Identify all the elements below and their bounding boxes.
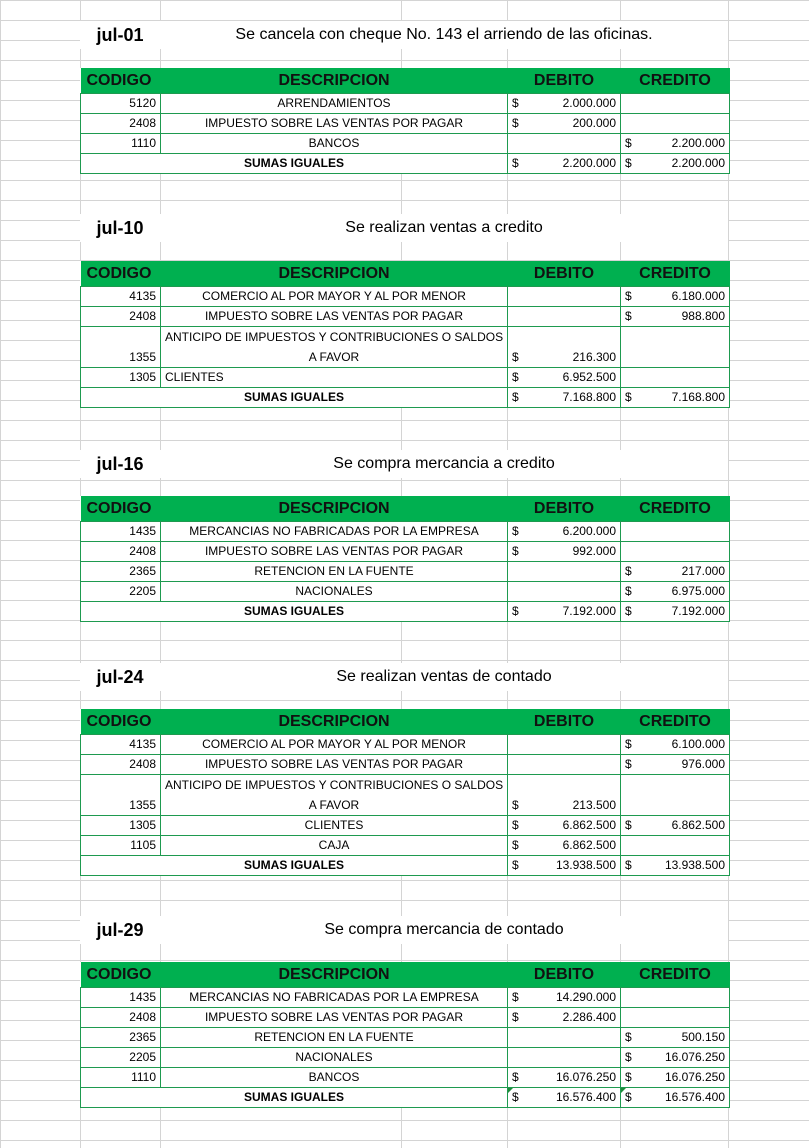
header-descripcion: DESCRIPCION [161,496,508,522]
table-row [81,307,730,327]
credit-cell[interactable] [621,735,730,755]
currency-symbol: $ [625,1090,632,1104]
header-row [81,496,730,522]
account-code[interactable]: 1355 [81,327,161,368]
credit-cell[interactable] [621,1048,730,1068]
header-descripcion: DESCRIPCION [161,962,508,988]
amount-value: 6.862.500 [562,838,616,852]
currency-symbol: $ [512,370,519,384]
amount [625,154,725,173]
account-name[interactable]: IMPUESTO SOBRE LAS VENTAS POR PAGAR [161,1008,508,1028]
currency-symbol: $ [512,350,519,364]
entry-description: Se compra mercancia a credito [160,450,728,478]
header-debito: DEBITO [508,68,621,94]
currency-symbol: $ [512,818,519,832]
entry-date: jul-29 [80,916,160,944]
table-row [81,1048,730,1068]
currency-symbol: $ [625,818,632,832]
debit-cell[interactable] [508,755,621,775]
table-row [81,1028,730,1048]
currency-symbol: $ [512,156,519,170]
account-code[interactable]: 2365 [81,1028,161,1048]
amount-value: 217.000 [681,564,725,578]
header-descripcion: DESCRIPCION [161,261,508,287]
amount [512,1088,616,1107]
account-code[interactable]: 1305 [81,368,161,388]
entry-date: jul-16 [80,450,160,478]
currency-symbol: $ [512,990,519,1004]
header-codigo: CODIGO [81,496,161,522]
account-code[interactable]: 5120 [81,94,161,114]
currency-symbol: $ [625,584,632,598]
currency-symbol: $ [512,838,519,852]
account-code[interactable]: 2365 [81,562,161,582]
account-name[interactable]: MERCANCIAS NO FABRICADAS POR LA EMPRESA [161,988,508,1008]
header-row [81,261,730,287]
amount [625,1068,725,1087]
account-name[interactable]: CAJA [161,836,508,856]
account-name[interactable]: COMERCIO AL POR MAYOR Y AL POR MENOR [161,287,508,307]
amount-value: 6.975.000 [671,584,725,598]
header-credito: CREDITO [621,68,730,94]
table-row [81,836,730,856]
entry-description: Se compra mercancia de contado [160,916,728,944]
total-debit[interactable] [508,856,621,876]
entry-date: jul-01 [80,21,160,49]
table-row [81,327,730,368]
amount [512,988,616,1007]
totals-row [81,602,730,622]
entry-description: Se realizan ventas de contado [160,663,728,691]
amount [625,1028,725,1047]
debit-cell[interactable] [508,582,621,602]
amount [512,368,616,387]
debit-cell[interactable] [508,1008,621,1028]
amount [512,1008,616,1027]
header-credito: CREDITO [621,962,730,988]
account-name[interactable]: BANCOS [161,134,508,154]
amount-value: 14.290.000 [555,990,616,1004]
total-debit[interactable] [508,388,621,408]
amount-value: 6.862.500 [562,818,616,832]
debit-cell[interactable] [508,562,621,582]
account-name[interactable]: RETENCION EN LA FUENTE [161,1028,508,1048]
credit-cell[interactable] [621,775,730,816]
account-code[interactable]: 1355 [81,775,161,816]
amount [625,755,725,774]
debit-cell[interactable] [508,1068,621,1088]
amount-value: 988.800 [681,309,725,323]
account-name[interactable]: NACIONALES [161,582,508,602]
table-row [81,114,730,134]
journal-entry-table [80,709,730,876]
credit-cell[interactable] [621,307,730,327]
entry-date: jul-24 [80,663,160,691]
currency-symbol: $ [625,1030,632,1044]
sumas-iguales-label[interactable]: SUMAS IGUALES [81,1088,508,1108]
header-debito: DEBITO [508,261,621,287]
amount [625,582,725,601]
amount-value: 2.200.000 [562,156,616,170]
header-codigo: CODIGO [81,962,161,988]
amount-value: 16.076.250 [664,1050,725,1064]
header-debito: DEBITO [508,709,621,735]
currency-symbol: $ [625,1050,632,1064]
sumas-iguales-label[interactable]: SUMAS IGUALES [81,856,508,876]
amount-value: 976.000 [681,757,725,771]
account-code[interactable]: 1305 [81,816,161,836]
account-name-line2: A FAVOR [308,798,360,812]
credit-cell[interactable] [621,755,730,775]
total-debit[interactable] [508,1088,621,1108]
totals-row [81,1088,730,1108]
amount [625,287,725,306]
account-name-line1: ANTICIPO DE IMPUESTOS Y CONTRIBUCIONES O SALDOS [165,330,504,344]
debit-cell[interactable] [508,522,621,542]
entry-description: Se cancela con cheque No. 143 el arriendo de las oficinas. [160,21,728,49]
account-code[interactable]: 2408 [81,1008,161,1028]
currency-symbol: $ [625,604,632,618]
header-codigo: CODIGO [81,68,161,94]
entry-description: Se realizan ventas a credito [160,214,728,242]
account-code[interactable]: 4135 [81,735,161,755]
currency-symbol: $ [625,289,632,303]
total-debit[interactable] [508,602,621,622]
debit-cell[interactable] [508,836,621,856]
amount-value: 2.286.400 [562,1010,616,1024]
header-descripcion: DESCRIPCION [161,68,508,94]
account-code[interactable]: 4135 [81,287,161,307]
currency-symbol: $ [512,798,519,812]
currency-symbol: $ [625,390,632,404]
account-name[interactable]: IMPUESTO SOBRE LAS VENTAS POR PAGAR [161,542,508,562]
header-credito: CREDITO [621,496,730,522]
debit-cell[interactable] [508,775,621,816]
amount-value: 13.938.500 [555,858,616,872]
currency-symbol: $ [625,156,632,170]
account-name[interactable]: IMPUESTO SOBRE LAS VENTAS POR PAGAR [161,114,508,134]
credit-cell[interactable] [621,522,730,542]
amount-value: 16.076.250 [664,1070,725,1084]
debit-cell[interactable] [508,1048,621,1068]
account-code[interactable]: 2205 [81,582,161,602]
debit-cell[interactable] [508,1028,621,1048]
account-code[interactable]: 2205 [81,1048,161,1068]
sumas-iguales-label[interactable]: SUMAS IGUALES [81,602,508,622]
account-name[interactable] [161,327,508,368]
amount-value: 7.168.800 [562,390,616,404]
currency-symbol: $ [512,1070,519,1084]
amount [625,816,725,835]
amount [512,836,616,855]
currency-symbol: $ [625,136,632,150]
table-row [81,1008,730,1028]
amount [512,856,616,875]
sumas-iguales-label[interactable]: SUMAS IGUALES [81,388,508,408]
journal-entry-table [80,496,730,622]
amount-value: 16.576.400 [555,1090,616,1104]
amount [512,1068,616,1087]
journal-entry-table [80,261,730,408]
currency-symbol: $ [625,564,632,578]
account-name-line2: A FAVOR [308,350,360,364]
currency-symbol: $ [512,116,519,130]
amount-value: 13.938.500 [664,858,725,872]
currency-symbol: $ [512,390,519,404]
amount-value: 2.000.000 [562,96,616,110]
table-row [81,735,730,755]
amount-value: 7.168.800 [671,390,725,404]
account-code[interactable]: 2408 [81,114,161,134]
amount [512,796,616,815]
error-indicator-icon[interactable] [508,1088,513,1093]
amount [512,114,616,133]
account-code[interactable]: 1105 [81,836,161,856]
currency-symbol: $ [512,858,519,872]
amount [625,856,725,875]
amount-value: 216.300 [572,350,616,364]
debit-cell[interactable] [508,816,621,836]
table-row [81,562,730,582]
header-codigo: CODIGO [81,261,161,287]
amount-value: 213.500 [572,798,616,812]
debit-cell[interactable] [508,327,621,368]
table-row [81,522,730,542]
currency-symbol: $ [512,524,519,538]
journal-entry-table [80,68,730,174]
header-credito: CREDITO [621,709,730,735]
credit-cell[interactable] [621,287,730,307]
total-debit[interactable] [508,154,621,174]
totals-row [81,388,730,408]
header-row [81,962,730,988]
debit-cell[interactable] [508,287,621,307]
account-code[interactable]: 1110 [81,1068,161,1088]
currency-symbol: $ [625,1070,632,1084]
amount-value: 2.200.000 [671,136,725,150]
account-name[interactable]: RETENCION EN LA FUENTE [161,562,508,582]
amount-value: 6.862.500 [671,818,725,832]
amount [625,562,725,581]
amount-value: 6.100.000 [671,737,725,751]
account-name[interactable]: IMPUESTO SOBRE LAS VENTAS POR PAGAR [161,755,508,775]
amount [625,735,725,754]
amount-value: 2.200.000 [671,156,725,170]
account-name[interactable]: IMPUESTO SOBRE LAS VENTAS POR PAGAR [161,307,508,327]
amount-value: 7.192.000 [671,604,725,618]
currency-symbol: $ [512,1090,519,1104]
amount [512,542,616,561]
credit-cell[interactable] [621,94,730,114]
credit-cell[interactable] [621,114,730,134]
credit-cell[interactable] [621,1028,730,1048]
amount-value: 500.150 [681,1030,725,1044]
amount-value: 992.000 [572,544,616,558]
amount-value: 16.076.250 [555,1070,616,1084]
debit-cell[interactable] [508,134,621,154]
credit-cell[interactable] [621,327,730,368]
debit-cell[interactable] [508,114,621,134]
header-codigo: CODIGO [81,709,161,735]
sumas-iguales-label[interactable]: SUMAS IGUALES [81,154,508,174]
amount-value: 7.192.000 [562,604,616,618]
total-credit[interactable] [621,388,730,408]
account-name[interactable]: NACIONALES [161,1048,508,1068]
currency-symbol: $ [512,1010,519,1024]
amount [625,1088,725,1107]
account-name[interactable]: BANCOS [161,1068,508,1088]
currency-symbol: $ [512,544,519,558]
account-name[interactable]: COMERCIO AL POR MAYOR Y AL POR MENOR [161,735,508,755]
account-name[interactable]: MERCANCIAS NO FABRICADAS POR LA EMPRESA [161,522,508,542]
account-name[interactable]: ARRENDAMIENTOS [161,94,508,114]
credit-cell[interactable] [621,542,730,562]
table-row [81,94,730,114]
account-code[interactable]: 2408 [81,307,161,327]
debit-cell[interactable] [508,307,621,327]
table-row [81,287,730,307]
account-name[interactable]: CLIENTES [161,816,508,836]
entry-date: jul-10 [80,214,160,242]
amount-value: 6.180.000 [671,289,725,303]
amount [625,134,725,153]
account-code[interactable]: 1435 [81,522,161,542]
totals-row [81,154,730,174]
table-row [81,1068,730,1088]
amount [512,388,616,407]
amount-value: 6.200.000 [562,524,616,538]
account-name[interactable] [161,775,508,816]
debit-cell[interactable] [508,988,621,1008]
debit-cell[interactable] [508,735,621,755]
credit-cell[interactable] [621,988,730,1008]
currency-symbol: $ [512,604,519,618]
header-descripcion: DESCRIPCION [161,709,508,735]
amount [512,522,616,541]
amount [512,154,616,173]
total-credit[interactable] [621,1088,730,1108]
credit-cell[interactable] [621,1068,730,1088]
total-credit[interactable] [621,602,730,622]
account-code[interactable]: 2408 [81,755,161,775]
table-row [81,368,730,388]
table-row [81,134,730,154]
header-debito: DEBITO [508,496,621,522]
table-row [81,816,730,836]
credit-cell[interactable] [621,582,730,602]
amount [512,602,616,621]
account-name-line1: ANTICIPO DE IMPUESTOS Y CONTRIBUCIONES O SALDOS [165,778,504,792]
credit-cell[interactable] [621,816,730,836]
amount [625,602,725,621]
account-code[interactable]: 2408 [81,542,161,562]
currency-symbol: $ [625,858,632,872]
currency-symbol: $ [512,96,519,110]
credit-cell[interactable] [621,134,730,154]
journal-entry-table [80,962,730,1108]
table-row [81,582,730,602]
account-code[interactable]: 1435 [81,988,161,1008]
totals-row [81,856,730,876]
table-row [81,988,730,1008]
amount [512,94,616,113]
amount [625,1048,725,1067]
table-row [81,775,730,816]
amount-value: 16.576.400 [664,1090,725,1104]
credit-cell[interactable] [621,836,730,856]
currency-symbol: $ [625,757,632,771]
header-row [81,709,730,735]
header-row [81,68,730,94]
currency-symbol: $ [625,737,632,751]
amount [625,307,725,326]
error-indicator-icon[interactable] [621,1088,626,1093]
debit-cell[interactable] [508,94,621,114]
total-credit[interactable] [621,856,730,876]
amount [625,388,725,407]
header-credito: CREDITO [621,261,730,287]
amount [512,348,616,367]
table-row [81,755,730,775]
debit-cell[interactable] [508,368,621,388]
credit-cell[interactable] [621,1008,730,1028]
debit-cell[interactable] [508,542,621,562]
header-debito: DEBITO [508,962,621,988]
currency-symbol: $ [625,309,632,323]
table-row [81,542,730,562]
credit-cell[interactable] [621,368,730,388]
amount-value: 6.952.500 [562,370,616,384]
credit-cell[interactable] [621,562,730,582]
account-name[interactable]: CLIENTES [161,368,508,388]
total-credit[interactable] [621,154,730,174]
account-code[interactable]: 1110 [81,134,161,154]
amount [512,816,616,835]
amount-value: 200.000 [572,116,616,130]
